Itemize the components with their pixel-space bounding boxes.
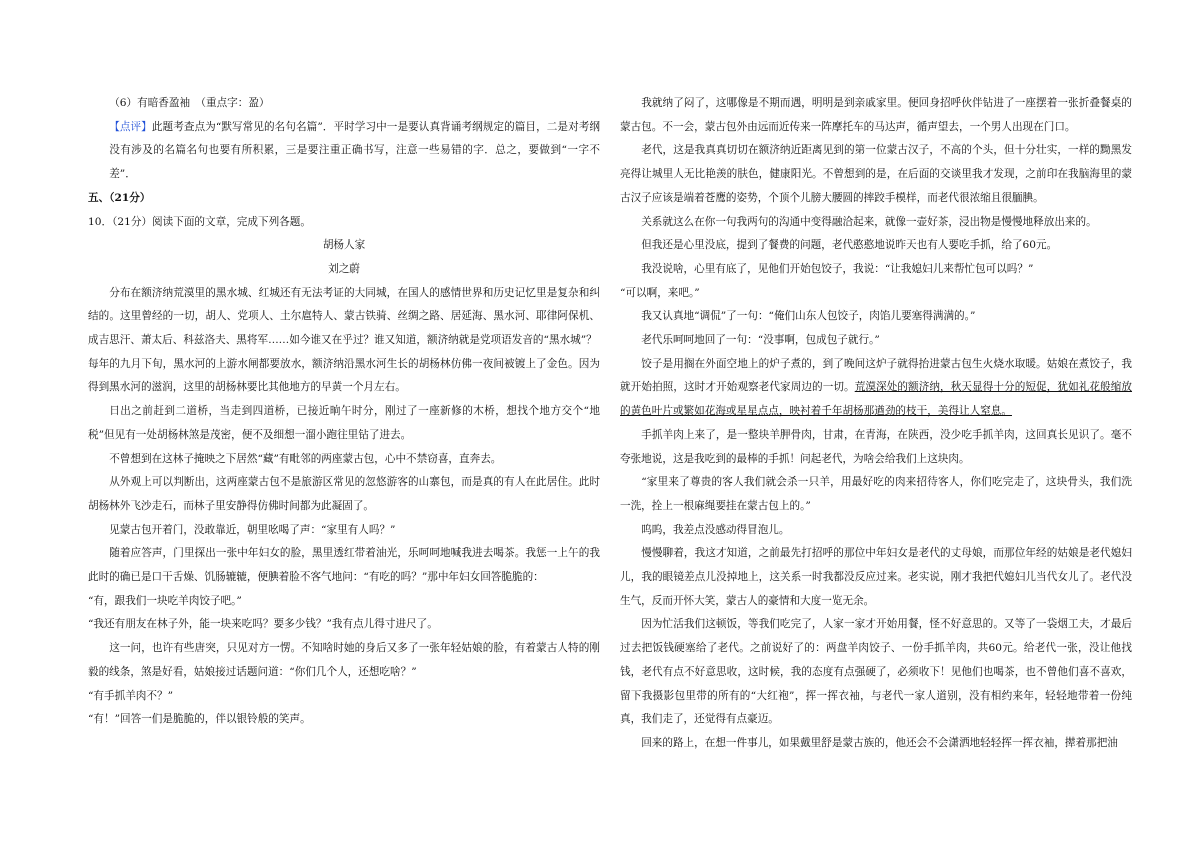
article-paragraph: “家里来了尊贵的客人我们就会杀一只羊，用最好吃的肉来招待客人，你们吃完走了，这块骨头，我们洗一洗，拴上一根麻绳要挂在蒙古包上的。”: [620, 476, 1132, 512]
section-heading: 五、（21分）: [88, 191, 151, 204]
article-paragraph: 从外观上可以判断出，这两座蒙古包不是旅游区常见的忽悠游客的山寨包，而是真的有人在此居住。此时胡杨林外飞沙走石，而林子里安静得仿佛时间都为此凝固了。: [88, 476, 600, 512]
article-paragraph: 手抓羊肉上来了，是一整块羊胛骨肉，甘肃，在青海，在陕西，没少吃手抓羊肉，这回真长见识了。毫不夸张地说，这是我吃到的最棒的手抓！问起老代，为啥会给我们上这块肉。: [620, 428, 1132, 465]
comment-paragraph: [88, 116, 600, 187]
article-paragraph: 这一问，也许有些唐突，只见对方一愣。不知啥时她的身后又多了一张年轻姑娘的脸，有着蒙古人特的刚毅的线条，煞是好看，姑娘接过话题问道：“你们几个人，还想吃啥？”: [88, 642, 600, 678]
article-paragraph: “有手抓羊肉不？”: [88, 689, 173, 702]
paragraph-text: 饺子是用搁在外面空地上的炉子煮的，到了晚间这炉子就得抬进蒙古包生火烧水取暖。姑娘在煮饺子，我就开始拍照，这时才开始观察老代家周边的一切。: [620, 357, 1132, 394]
left-column: [88, 92, 600, 732]
article-paragraph: 老代，这是我真真切切在额济纳近距离见到的第一位蒙古汉子，不高的个头，但十分壮实，一样的黝黑发亮得让城里人无比艳羡的肤色，健康阳光。不曾想到的是，在后面的交谈里我才发现，之前印在我脑海里的蒙古汉子应该是端着苍鹰的姿势，个顶个儿膀大腰圆的摔跤手模样，而老代很浓缩且很腼腆。: [620, 144, 1132, 204]
article-paragraph: 不曾想到在这林子掩映之下居然“藏”有毗邻的两座蒙古包，心中不禁窃喜，直奔去。: [109, 452, 502, 465]
article-author: 刘之蔚: [328, 262, 360, 275]
article-paragraph: 见蒙古包开着门，没敢靠近，朝里吆喝了声：“家里有人吗？”: [109, 523, 396, 536]
comment-tag: 【点评】: [109, 120, 152, 133]
article-paragraph: 呜呜，我差点没感动得冒泡儿。: [641, 523, 790, 536]
article-paragraph: 日出之前赶到二道桥，当走到四道桥，已接近晌午时分，刚过了一座新修的木桥，想找个地方交个“地税”但见有一处胡杨林煞是茂密，便不及细想一溜小跑往里钻了进去。: [88, 405, 600, 441]
article-paragraph: 因为忙活我们这顿饭，等我们吃完了，人家一家才开始用餐，怪不好意思的。又等了一袋烟工夫，才最后过去把饭钱硬塞给了老代。之前说好了的：两盘羊肉饺子、一份手抓羊肉，共60元。给老代一张，没让他找钱，老代有点不好意思收，这时候，我的态度有点强硬了，必须收下！见他们也喝茶，也不曾他们喜不喜欢，留下我摄影包里带的所有的“大红袍”，挥一挥衣袖，与老代一家人道别，没有相约来年，轻轻地带着一份纯真，我们走了，还觉得有点豪迈。: [620, 618, 1132, 726]
article-paragraph: 回来的路上，在想一件事儿，如果戴里舒是蒙古族的，他还会不会潇洒地轻轻挥一挥衣袖，撵着那把油: [641, 736, 1118, 749]
article-paragraph: 随着应答声，门里探出一张中年妇女的脸，黑里透红带着油光，乐呵呵地喊我进去喝茶。我惩一上午的我此时的确已是口干舌燥、饥肠辘辘，便腆着脸不客气地问：“有吃的吗？”那中年妇女回答脆脆的：: [88, 547, 600, 584]
article-paragraph: 但我还是心里没底，提到了餐费的问题，老代憨憨地说昨天也有人要吃手抓，给了60元。: [641, 239, 1058, 252]
article-paragraph: 关系就这么在你一句我两句的沟通中变得融洽起来，就像一壶好茶，浸出物是慢慢地释放出来的。: [641, 215, 1097, 228]
article-paragraph: “有！”回答一们是脆脆的，伴以银铃般的笑声。: [88, 713, 311, 726]
article-paragraph: “我还有朋友在林子外，能一块来吃吗？要多少钱？”我有点儿得寸进尺了。: [88, 618, 438, 631]
right-column: [620, 92, 1132, 756]
article-paragraph: “有，跟我们一块吃羊肉饺子吧。”: [88, 594, 242, 607]
comment-text: 此题考查点为“默写常见的名句名篇”．平时学习中一是要认真背诵考纲规定的篇目，二是对考纲没有涉及的名篇名句也要有所积累，三是要注重正确书写，注意一些易错的字．总之，要做到“一字不差”．: [109, 120, 601, 181]
article-paragraph: 老代乐呵呵地回了一句：“没事啊，包成包子就行。”: [641, 334, 880, 347]
question-10: 10．（21分）阅读下面的文章，完成下列各题。: [88, 215, 311, 228]
article-paragraph: 分布在额济纳荒漠里的黑水城、红城还有无法考证的大同城，在国人的感情世界和历史记忆里是复杂和纠结的。这里曾经的一切，胡人、党项人、土尔扈特人、蒙古铁骑、丝绸之路、居延海、黑水河、耶律阿保机、成吉思汗、萧太后、科兹洛夫、黑将军……如今谁又在乎过？谁又知道，额济纳就是党项语发音的“黑水城”？: [88, 286, 600, 347]
article-title: 胡杨人家: [322, 239, 366, 252]
article-paragraph: 我又认真地“调侃”了一句：“俺们山东人包饺子，肉馅儿要塞得满满的。”: [641, 310, 976, 323]
article-paragraph: “可以啊，来吧。”: [620, 286, 700, 299]
article-paragraph: [620, 353, 1132, 424]
article-paragraph: 慢慢聊着，我这才知道，之前最先打招呼的那位中年妇女是老代的丈母娘，而那位年经的姑娘是老代媳妇儿，我的眼镜差点儿没掉地上，这关系一时我都没反应过来。老实说，刚才我把代媳妇儿当代女儿了。老代没生气，反而开怀大笑，蒙古人的豪情和大度一览无余。: [620, 547, 1132, 607]
article-paragraph: 我没说啥，心里有底了，见他们开始包饺子，我说：“让我媳妇儿来帮忙包可以吗？”: [641, 262, 1034, 275]
article-paragraph: 每年的九月下旬，黑水河的上游水闸都要放水，额济纳沿黑水河生长的胡杨林仿佛一夜间被镀上了金色。因为得到黑水河的滋润，这里的胡杨林要比其他地方的早黄一个月左右。: [88, 357, 600, 394]
article-paragraph: 我就纳了闷了，这哪像是不期而遇，明明是到亲戚家里。便回身招呼伙伴钻进了一座摆着一张折叠餐桌的蒙古包。不一会，蒙古包外由远而近传来一阵摩托车的马达声，循声望去，一个男人出现在门口。: [620, 97, 1132, 133]
answer-q6: （6）有暗香盈袖 （重点字：盈）: [109, 97, 270, 109]
underlined-sentence: 荒漠深处的额济纳，秋天显得十分的短促，犹如礼花般缩放的黄色叶片或繁如花海或星星点点，映衬着千年胡杨那遒劲的枝干，美得让人窒息。: [620, 381, 1133, 418]
